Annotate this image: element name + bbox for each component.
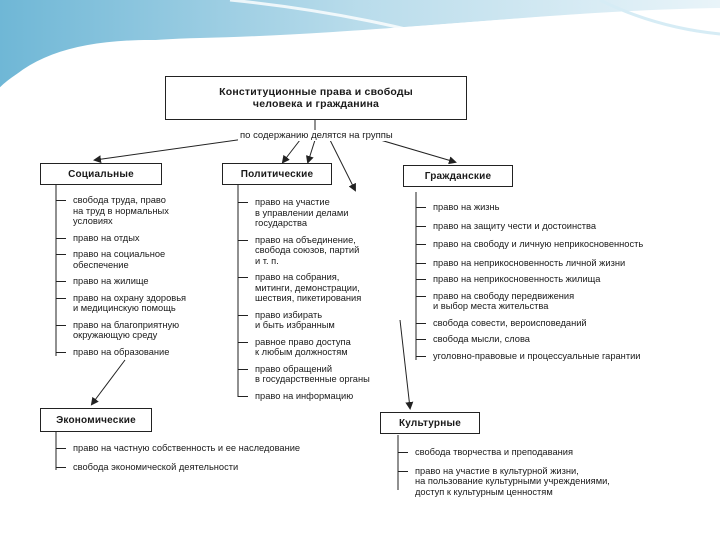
split-label: по содержанию делятся на группы [240, 130, 393, 141]
list-item: свобода экономической деятельности [69, 462, 359, 473]
list-item: право на неприкосновенность личной жизни [429, 258, 699, 269]
list-item: право на охрану здоровья и медицинскую помощь [69, 293, 229, 314]
list-item: право на жилище [69, 276, 229, 287]
list-item: право на социальное обеспечение [69, 249, 229, 270]
list-item: право на благоприятную окружающую среду [69, 320, 229, 341]
list-item: право на участие в культурной жизни, на пользование культурными учреждениями, доступ к культурным ценностям [411, 466, 691, 498]
list-cultural [411, 447, 691, 497]
list-item: право на свободу и личную неприкосновенность [429, 239, 699, 250]
list-item: право на свободу передвижения и выбор места жительства [429, 291, 699, 312]
list-item: право на неприкосновенность жилища [429, 274, 699, 285]
list-item: свобода труда, право на труд в нормальных условиях [69, 195, 229, 227]
group-title-economic: Экономические [56, 414, 136, 426]
group-title-political: Политические [240, 168, 314, 180]
list-item: свобода творчества и преподавания [411, 447, 691, 458]
list-item: право на частную собственность и ее наследование [69, 443, 359, 454]
list-item: свобода мысли, слова [429, 334, 699, 345]
list-item: свобода совести, вероисповеданий [429, 318, 699, 329]
group-title-cultural: Культурные [399, 417, 461, 429]
list-item: равное право доступа к любым должностям [251, 337, 401, 358]
list-item: право на жизнь [429, 202, 699, 213]
list-item: право обращений в государственные органы [251, 364, 401, 385]
list-item: право на отдых [69, 233, 229, 244]
group-box-cultural [380, 412, 480, 434]
group-box-civil [403, 165, 513, 187]
group-title-social: Социальные [68, 168, 134, 180]
list-item: право на защиту чести и достоинства [429, 221, 699, 232]
group-box-economic [40, 408, 152, 432]
group-title-civil: Гражданские [424, 170, 492, 182]
list-political [251, 197, 401, 401]
list-item: право на информацию [251, 391, 401, 402]
list-item: право на собрания, митинги, демонстрации, шествия, пикетирования [251, 272, 401, 304]
list-item: право на участие в управлении делами государства [251, 197, 401, 229]
root-box [165, 76, 467, 120]
list-item: право на объединение, свобода союзов, партий и т. п. [251, 235, 401, 267]
list-economic [69, 443, 359, 472]
list-social [69, 195, 229, 357]
group-box-social [40, 163, 162, 185]
root-title: Конституционные права и свободы человека и гражданина [219, 86, 413, 110]
list-item: право избирать и быть избранным [251, 310, 401, 331]
list-item: уголовно-правовые и процессуальные гарантии [429, 351, 699, 362]
group-box-political [222, 163, 332, 185]
list-civil [429, 202, 699, 361]
list-item: право на образование [69, 347, 229, 358]
